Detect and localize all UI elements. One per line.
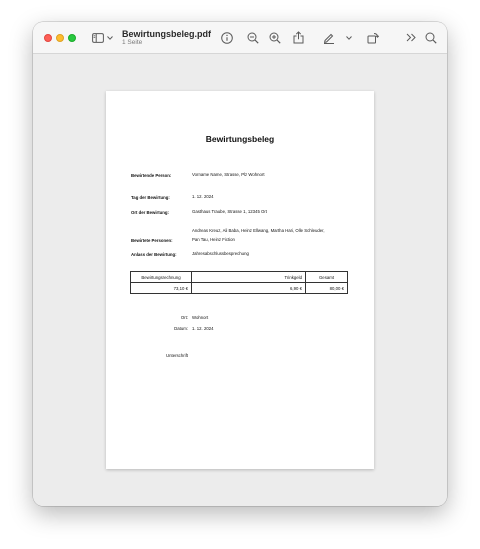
place-value: Gasthaus Traube, Strasse 1, 12345 Ort [192, 209, 267, 214]
document-title: Bewirtungsbeleg [205, 134, 275, 144]
signature-label: Unterschrift [166, 353, 188, 358]
pdf-page[interactable] [106, 91, 374, 469]
signature-date-label: Datum: [174, 326, 188, 331]
place-label: Ort der Bewirtung: [131, 210, 169, 215]
zoom-out-icon[interactable] [246, 31, 259, 44]
table-header: Bewirtungsrechnung [131, 272, 192, 283]
table-cell: 73,10 € [131, 283, 192, 294]
table-cell: 80,00 € [306, 283, 348, 294]
markup-pen-icon[interactable] [322, 31, 335, 44]
date-value: 1. 12. 2024 [192, 194, 214, 199]
guests-value-line2: Pan Tau, Heinz Fiction [192, 237, 235, 242]
preview-window [33, 22, 447, 506]
window-title: Bewirtungsbeleg.pdf [122, 29, 212, 39]
signature-place-label: Ort: [180, 315, 188, 320]
guests-label: Bewirtete Personen: [131, 238, 173, 243]
table-header: Trinkgeld [192, 272, 306, 283]
signature-place-value: Wohnort [192, 315, 209, 320]
table-header: Gesamt [306, 272, 348, 283]
window-subtitle: 1 Seite [122, 39, 143, 46]
sidebar-icon[interactable] [91, 32, 104, 43]
search-icon[interactable] [424, 31, 437, 44]
chevron-down-icon[interactable] [106, 34, 113, 41]
zoom-in-icon[interactable] [268, 31, 281, 44]
info-icon[interactable] [220, 31, 233, 44]
date-label: Tag der Bewirtung: [131, 195, 170, 200]
reason-label: Anlass der Bewirtung: [131, 252, 177, 257]
more-icon[interactable] [405, 31, 417, 44]
share-icon[interactable] [292, 30, 304, 44]
zoom-button[interactable] [68, 34, 76, 42]
table-cell: 6,90 € [192, 283, 306, 294]
rotate-icon[interactable] [366, 31, 379, 44]
document-area[interactable] [33, 54, 447, 506]
host-value: Vorname Name, Strasse, Plz Wohnort [192, 172, 265, 177]
host-label: Bewirtende Person: [131, 173, 172, 178]
minimize-button[interactable] [56, 34, 64, 42]
signature-date-value: 1. 12. 2024 [192, 326, 214, 331]
toolbar [33, 22, 447, 54]
guests-value-line1: Andreas Kreuz, Ali Baba, Heinz Ellwang, Martha Hari, Olle Schleuder, [192, 228, 325, 233]
close-button[interactable] [44, 34, 52, 42]
table-row [131, 283, 348, 294]
markup-chevron-down-icon[interactable] [345, 34, 352, 41]
reason-value: Jahresabschlussbesprechung [192, 251, 249, 256]
cost-table [130, 271, 348, 294]
table-header-row [131, 272, 348, 283]
